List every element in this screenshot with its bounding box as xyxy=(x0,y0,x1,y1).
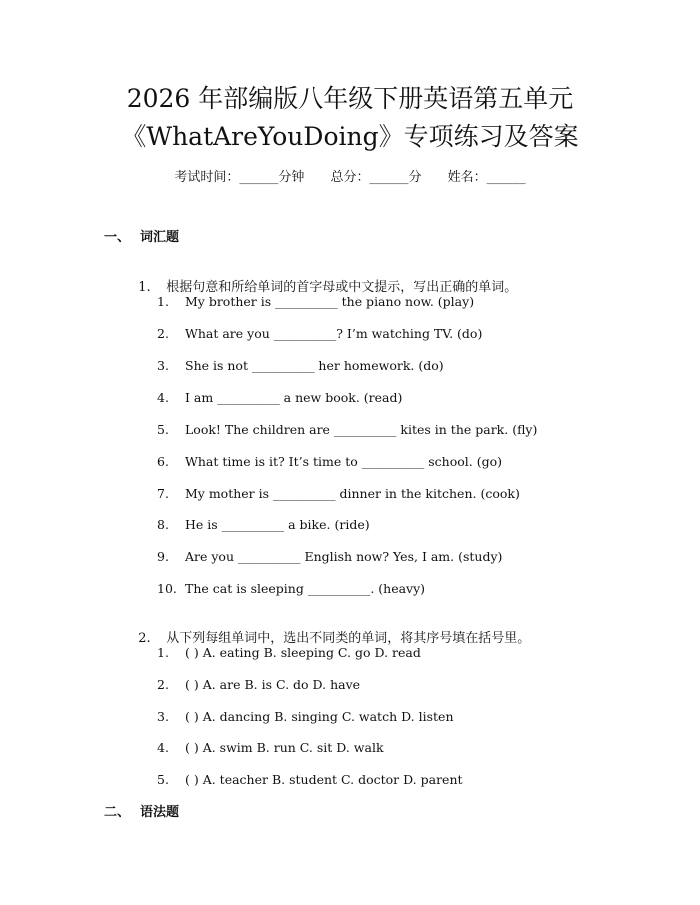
name-field: 姓名：______ xyxy=(447,170,526,185)
item-text: What time is it? It’s time to __________ school. (go) xyxy=(185,454,502,469)
section-heading-vocabulary xyxy=(104,229,179,247)
item-text: My brother is __________ the piano now. (play) xyxy=(185,294,475,309)
question-number: 1. xyxy=(138,280,151,295)
item-number: 4. xyxy=(157,740,169,755)
exercise-item xyxy=(157,739,384,757)
item-text: I am __________ a new book. (read) xyxy=(185,390,403,405)
exercise-item xyxy=(157,421,537,439)
item-text: The cat is sleeping __________. (heavy) xyxy=(185,581,426,596)
item-text: ( ) A. dancing B. singing C. watch D. listen xyxy=(185,709,454,724)
item-number: 5. xyxy=(157,422,169,437)
exercise-item xyxy=(157,580,425,598)
question-1 xyxy=(130,261,517,297)
item-number: 2. xyxy=(157,326,169,341)
item-text: My mother is __________ dinner in the kitchen. (cook) xyxy=(185,486,520,501)
total-score-field: 总分：______分 xyxy=(330,170,422,185)
exercise-item xyxy=(157,548,502,566)
section-number: 一、 xyxy=(104,230,131,245)
item-number: 2. xyxy=(157,677,169,692)
question-prompt: 根据句意和所给单词的首字母或中文提示，写出正确的单词。 xyxy=(166,280,518,295)
item-number: 7. xyxy=(157,486,169,501)
doc-title-line2: 《WhatAreYouDoing》专项练习及答案 xyxy=(121,122,579,151)
item-number: 8. xyxy=(157,517,169,532)
exercise-item xyxy=(157,325,482,343)
exercise-item xyxy=(157,644,421,662)
section-title: 词汇题 xyxy=(140,230,180,245)
item-number: 9. xyxy=(157,549,169,564)
item-number: 1. xyxy=(157,645,169,660)
item-number: 3. xyxy=(157,358,169,373)
item-number: 3. xyxy=(157,709,169,724)
item-text: ( ) A. swim B. run C. sit D. walk xyxy=(185,740,384,755)
exercise-item xyxy=(157,708,454,726)
item-number: 10. xyxy=(157,581,177,596)
section-title: 语法题 xyxy=(140,805,180,820)
section-number: 二、 xyxy=(104,805,131,820)
exam-info xyxy=(0,169,700,187)
exercise-item xyxy=(157,516,370,534)
item-number: 1. xyxy=(157,294,169,309)
question-number: 2. xyxy=(138,631,151,646)
item-text: ( ) A. eating B. sleeping C. go D. read xyxy=(185,645,421,660)
question-prompt: 从下列每组单词中，选出不同类的单词，将其序号填在括号里。 xyxy=(166,631,531,646)
item-number: 5. xyxy=(157,772,169,787)
exercise-item xyxy=(157,485,520,503)
exercise-item xyxy=(157,453,502,471)
item-text: What are you __________? I’m watching TV. (do) xyxy=(185,326,483,341)
item-text: ( ) A. teacher B. student C. doctor D. parent xyxy=(185,772,463,787)
item-text: Are you __________ English now? Yes, I am. (study) xyxy=(185,549,503,564)
question-2 xyxy=(130,612,530,648)
item-text: He is __________ a bike. (ride) xyxy=(185,517,370,532)
item-number: 4. xyxy=(157,390,169,405)
section-heading-grammar xyxy=(104,804,179,822)
exercise-item xyxy=(157,357,444,375)
item-text: Look! The children are __________ kites in the park. (fly) xyxy=(185,422,538,437)
exercise-item xyxy=(157,293,474,311)
exam-time-field: 考试时间：______分钟 xyxy=(174,170,305,185)
exercise-item xyxy=(157,771,463,789)
item-text: She is not __________ her homework. (do) xyxy=(185,358,444,373)
doc-title-line1: 2026 年部编版八年级下册英语第五单元 xyxy=(126,84,574,113)
item-text: ( ) A. are B. is C. do D. have xyxy=(185,677,361,692)
item-number: 6. xyxy=(157,454,169,469)
exercise-item xyxy=(157,389,402,407)
exercise-item xyxy=(157,676,360,694)
